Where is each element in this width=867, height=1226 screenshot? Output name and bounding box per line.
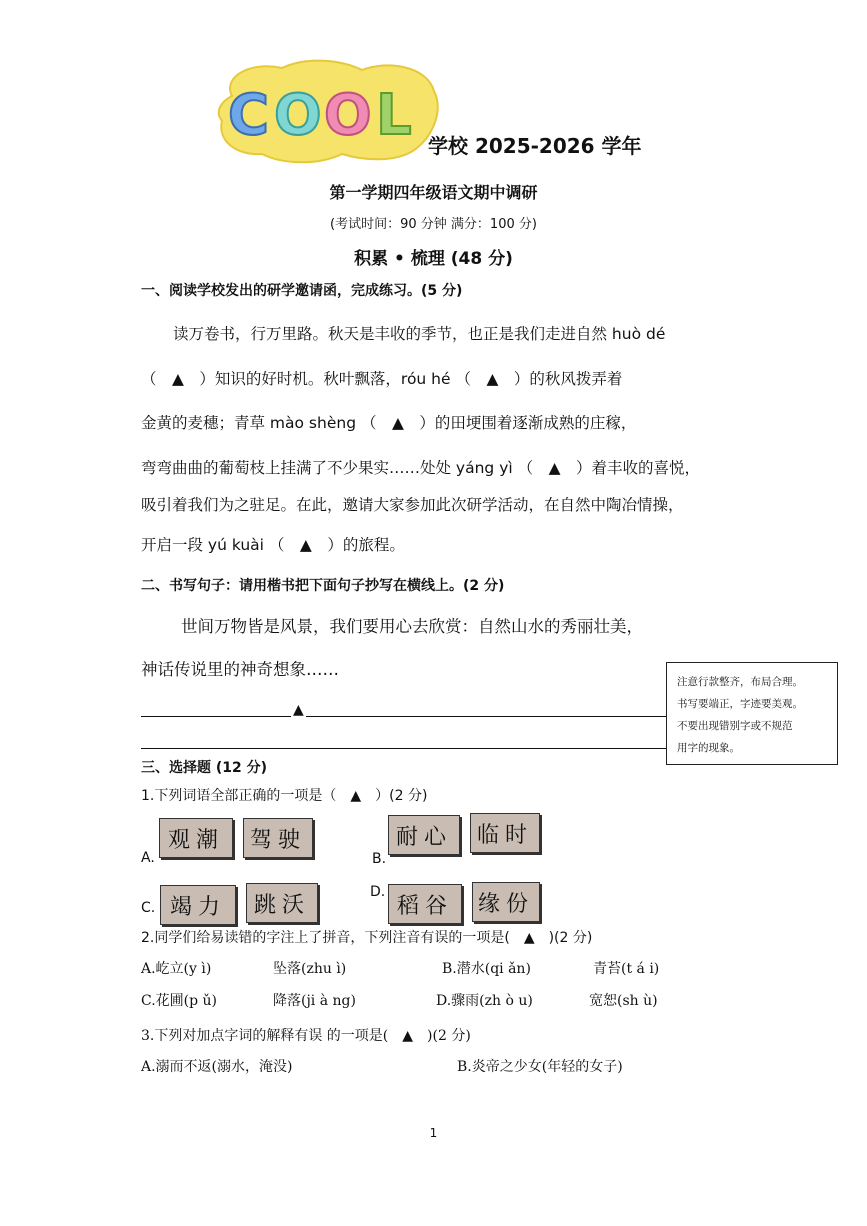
tip-line-3: 不要出现错别字或不规范 (677, 720, 793, 732)
q1-option-c-letter[interactable]: C. (141, 900, 156, 916)
q1-option-a-word-2: 驾驶 (243, 818, 313, 858)
q2-option-d[interactable]: D.骤雨(zh ò u) (436, 993, 533, 1009)
tip-line-4: 用字的现象。 (677, 742, 740, 754)
copy-sentence-line-2: 神话传说里的神奇想象…… (141, 660, 339, 679)
q3-option-b[interactable]: B.炎帝之少女(年轻的女子) (457, 1059, 623, 1075)
q1-option-a-letter[interactable]: A. (141, 850, 155, 866)
q1-option-b-word-1: 耐心 (388, 815, 460, 855)
copy-sentence-line-1: 世间万物皆是风景，我们要用心去欣赏：自然山水的秀丽壮美， (181, 617, 643, 636)
svg-text:C: C (228, 83, 270, 148)
section1-line-6: 开启一段 yú kuài （ ▲ ）的旅程。 (141, 536, 405, 554)
q2-option-d-word-2: 宽恕(sh ù) (589, 993, 658, 1009)
section1-line-4: 弯弯曲曲的葡萄枝上挂满了不少果实……处处 yáng yì （ ▲ ）着丰收的喜悦， (141, 459, 701, 477)
q2-option-c-word-2: 降落(ji à ng) (273, 993, 356, 1009)
svg-text:O: O (324, 83, 372, 148)
q2-option-c[interactable]: C.花圃(p ǔ) (141, 993, 218, 1009)
tip-line-1: 注意行款整齐，布局合理。 (677, 676, 803, 688)
q1-option-b-letter[interactable]: B. (372, 851, 387, 867)
page-number: 1 (429, 1126, 438, 1140)
part-title: 积累 • 梳理 (48 分) (354, 249, 513, 269)
exam-subtitle: 第一学期四年级语文期中调研 (329, 183, 538, 202)
tip-line-2: 书写要端正，字迹要美观。 (677, 698, 803, 710)
q1-stem: 1.下列词语全部正确的一项是（ ▲ ）(2 分) (141, 788, 428, 804)
section1-line-1: 读万卷书，行万里路。秋天是丰收的季节，也正是我们走进自然 huò dé (173, 325, 666, 343)
q2-option-b-word-2: 青苔(t á i) (593, 961, 660, 977)
exam-info: (考试时间：90 分钟 满分：100 分) (330, 217, 537, 232)
section1-line-3: 金黄的麦穗；青草 mào shèng （ ▲ ）的田埂围着逐渐成熟的庄稼， (141, 414, 637, 432)
q1-option-c-word-1: 竭力 (160, 885, 236, 925)
writing-line-1[interactable] (141, 716, 666, 717)
q2-option-a[interactable]: A.屹立(y ì) (141, 961, 212, 977)
writing-line-2[interactable] (141, 748, 666, 749)
answer-marker: ▲ (293, 702, 304, 718)
section2-heading: 二、书写句子：请用楷书把下面句子抄写在横线上。(2 分) (141, 578, 505, 594)
section3-heading: 三、选择题 (12 分) (141, 760, 268, 776)
writing-tips-box (666, 662, 838, 765)
q1-option-d-letter[interactable]: D. (370, 884, 386, 900)
school-title: 学校 2025-2026 学年 (428, 134, 642, 158)
q1-option-b-word-2: 临时 (470, 813, 540, 853)
q2-option-b[interactable]: B.潜水(qi ǎn) (442, 961, 531, 977)
q1-option-a-word-1: 观潮 (159, 818, 233, 858)
q2-stem: 2.同学们给易读错的字注上了拼音，下列注音有误的一项是( ▲ )(2 分) (141, 930, 593, 946)
q3-option-a[interactable]: A.溺而不返(溺水，淹没) (141, 1059, 293, 1075)
q2-option-a-word-2: 坠落(zhu ì) (273, 961, 347, 977)
q1-option-d-word-1: 稻谷 (388, 884, 462, 924)
section1-line-5: 吸引着我们为之驻足。在此，邀请大家参加此次研学活动，在自然中陶冶情操， (141, 496, 684, 514)
q3-stem: 3.下列对加点字词的解释有误 的一项是( ▲ )(2 分) (141, 1028, 471, 1044)
svg-text:L: L (376, 83, 412, 148)
section1-line-2: （ ▲ ）知识的好时机。秋叶飘落，róu hé （ ▲ ）的秋风拨弄着 (141, 370, 623, 388)
q1-option-d-word-2: 缘份 (472, 882, 540, 922)
section1-heading: 一、阅读学校发出的研学邀请函，完成练习。(5 分) (141, 283, 463, 299)
cool-logo (212, 56, 444, 168)
q1-option-c-word-2: 跳沃 (246, 883, 318, 923)
svg-text:O: O (274, 83, 322, 148)
